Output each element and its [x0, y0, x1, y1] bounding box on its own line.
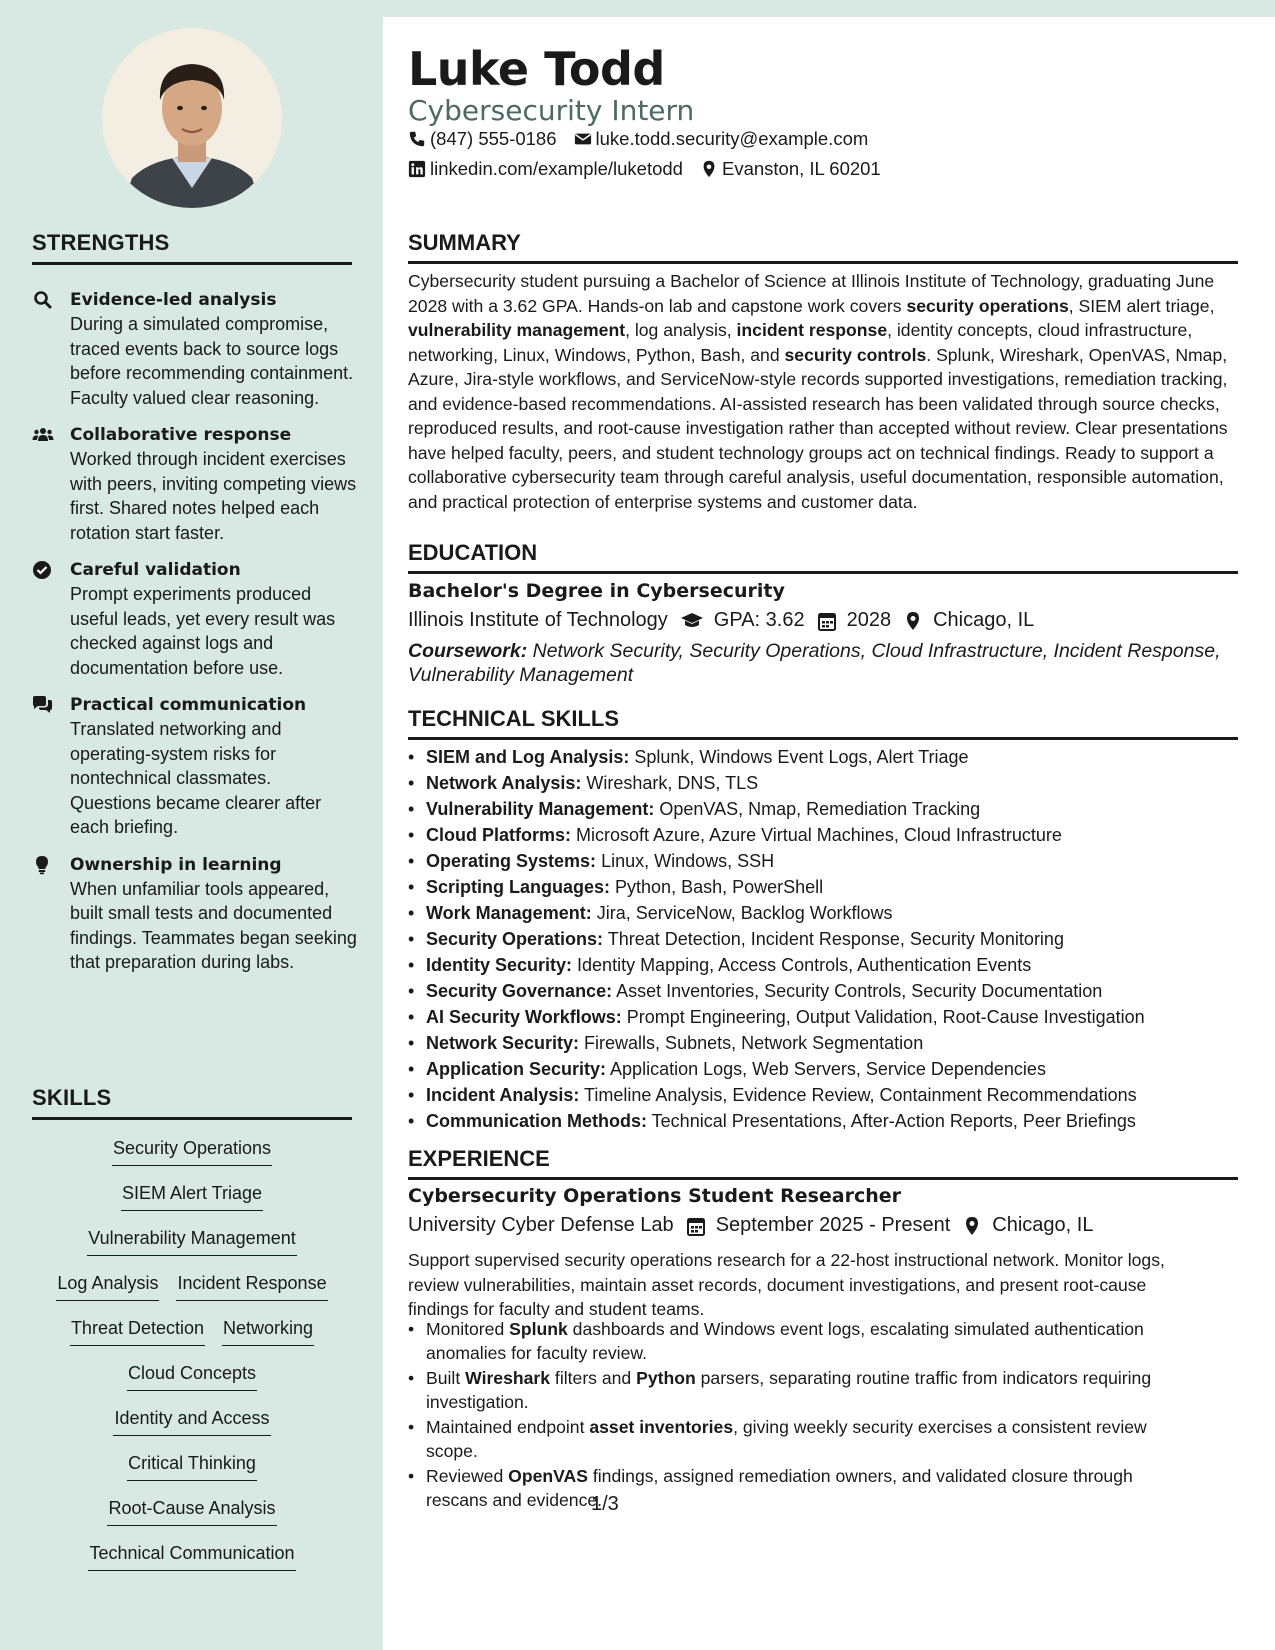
emphasis-text: security operations — [906, 295, 1069, 316]
skill-category: Security Governance: — [426, 981, 613, 1001]
graduation-year: 2028 — [846, 609, 892, 631]
skills-row — [32, 1406, 352, 1451]
strength-title: Evidence-led analysis — [70, 290, 277, 310]
text-run: , identity concepts, cloud infrastructure, networking, Linux, Windows, Python, Bash, and — [408, 320, 1193, 365]
emphasis-text: vulnerability management — [408, 320, 626, 340]
skill-values: Prompt Engineering, Output Validation, Root-Cause Investigation — [621, 1007, 1145, 1027]
avatar-portrait-icon — [102, 28, 282, 208]
coursework — [408, 639, 1248, 687]
education-meta — [408, 609, 1034, 632]
skill-tag: Networking — [222, 1316, 314, 1346]
text-run: Maintained endpoint — [426, 1417, 590, 1437]
strength-text — [70, 558, 357, 680]
text-run: . Splunk, Wireshark, OpenVAS, Nmap, Azure, Jira-style workflows, and ServiceNow-style records supported investigations, remediation tracking, and evidence-based recommendations. AI-assisted research has been validated through source checks, reproduced results, and root-cause investigation rather than accepted without review. Clear presentations have helped faculty, peers, and student technology groups act on technical findings. Ready to support a collaborative cybersecurity team through careful analysis, useful documentation, responsible automation, and practical protection of enterprise systems and customer data. — [408, 344, 1228, 512]
skill-category: Identity Security: — [426, 955, 573, 975]
text-run: filters and — [550, 1368, 637, 1388]
technical-skill-item — [408, 770, 1248, 796]
phone-icon — [408, 130, 426, 148]
technical-skill-item — [408, 1108, 1248, 1134]
skill-category: Scripting Languages: — [426, 877, 611, 897]
technical-skills-heading: TECHNICAL SKILLS — [408, 706, 1238, 740]
skill-values: Wireshark, DNS, TLS — [581, 773, 759, 793]
emphasis-text: Splunk — [509, 1319, 568, 1339]
skill-values: Technical Presentations, After-Action Reports, Peer Briefings — [647, 1111, 1136, 1131]
strength-title: Ownership in learning — [70, 854, 282, 875]
technical-skill-item — [408, 978, 1248, 1004]
skill-category: Vulnerability Management: — [426, 799, 655, 819]
profile-photo — [102, 28, 282, 208]
skill-category: AI Security Workflows: — [426, 1007, 622, 1027]
skills-row — [32, 1271, 352, 1316]
skills-row — [32, 1181, 352, 1226]
skill-tag: Log Analysis — [56, 1271, 159, 1301]
technical-skill-item — [408, 900, 1248, 926]
technical-skill-item — [408, 1082, 1248, 1108]
job-bullets — [408, 1318, 1198, 1514]
strength-title: Careful validation — [70, 560, 241, 580]
text-run: Monitored — [426, 1319, 510, 1339]
coursework-label: Coursework: — [408, 640, 528, 662]
sidebar — [0, 0, 383, 1650]
strength-description: Prompt experiments produced useful leads, yet every result was checked against logs and documentation before use. — [70, 584, 336, 678]
skills-row — [32, 1361, 352, 1406]
calendar-icon — [686, 1216, 706, 1236]
emphasis-text: Wireshark — [465, 1368, 551, 1388]
linkedin-text[interactable]: linkedin.com/example/luketodd — [430, 158, 683, 179]
strength-title: Practical communication — [70, 695, 307, 715]
text-run: Built — [426, 1368, 466, 1388]
page-number: 1/3 — [591, 1493, 619, 1515]
skill-tag: Technical Communication — [88, 1541, 295, 1571]
contact-email[interactable] — [574, 128, 869, 150]
technical-skill-item — [408, 822, 1248, 848]
emphasis-text: Python — [636, 1368, 696, 1388]
education-heading: EDUCATION — [408, 540, 1238, 574]
lightbulb-icon — [32, 853, 70, 975]
skill-values: Splunk, Windows Event Logs, Alert Triage — [629, 747, 969, 767]
school-location: Chicago, IL — [933, 609, 1035, 631]
skill-category: Application Security: — [426, 1059, 607, 1079]
skill-tag: Threat Detection — [70, 1316, 205, 1346]
map-pin-icon — [903, 611, 923, 631]
emphasis-text: incident response — [736, 320, 888, 340]
text-run: Cybersecurity student pursuing a Bachelor of Science at Illinois Institute of Technology, graduating June 2028 with a 3.62 GPA. Hands-on lab and capstone work covers — [408, 271, 1215, 316]
skills-row — [32, 1451, 352, 1496]
strength-title: Collaborative response — [70, 425, 292, 445]
technical-skill-item — [408, 874, 1248, 900]
location-text: Evanston, IL 60201 — [721, 158, 881, 179]
text-run: , SIEM alert triage, — [1068, 295, 1215, 316]
skill-values: Firewalls, Subnets, Network Segmentation — [579, 1033, 924, 1053]
check-circle-icon — [32, 558, 70, 680]
job-title: Cybersecurity Operations Student Researcher — [408, 1185, 902, 1207]
emphasis-text: asset inventories — [589, 1417, 734, 1437]
job-meta — [408, 1214, 1093, 1237]
technical-skills-list — [408, 744, 1248, 1134]
strength-description: During a simulated compromise, traced events back to source logs before recommending containment. Faculty valued clear reasoning. — [70, 314, 354, 408]
contact-row-2 — [408, 158, 898, 180]
skill-category: Communication Methods: — [426, 1111, 647, 1131]
skill-category: Operating Systems: — [426, 851, 597, 871]
technical-skill-item — [408, 1030, 1248, 1056]
skill-category: Incident Analysis: — [426, 1085, 580, 1105]
skills-row — [32, 1496, 352, 1541]
skill-values: Identity Mapping, Access Controls, Authentication Events — [572, 955, 1032, 975]
skills-cloud — [32, 1136, 352, 1586]
experience-bullet — [408, 1416, 1198, 1463]
experience-heading: EXPERIENCE — [408, 1146, 1238, 1180]
skill-values: Jira, ServiceNow, Backlog Workflows — [591, 903, 893, 923]
strength-text — [70, 423, 357, 545]
candidate-name: Luke Todd — [408, 42, 665, 96]
strength-item — [32, 288, 357, 410]
school-name: Illinois Institute of Technology — [408, 609, 668, 631]
text-run: , giving weekly security exercises a consistent review scope. — [426, 1417, 1147, 1461]
contact-linkedin[interactable] — [408, 158, 683, 180]
experience-bullet — [408, 1318, 1198, 1365]
users-icon — [32, 423, 70, 545]
skills-row — [32, 1316, 352, 1361]
map-pin-icon — [962, 1216, 982, 1236]
linkedin-icon — [408, 160, 426, 178]
skill-category: Network Security: — [426, 1033, 580, 1053]
degree-title: Bachelor's Degree in Cybersecurity — [408, 580, 785, 602]
skill-category: SIEM and Log Analysis: — [426, 747, 630, 767]
skill-tag: Root-Cause Analysis — [107, 1496, 276, 1526]
skills-heading: SKILLS — [32, 1085, 352, 1120]
emphasis-text: security controls — [784, 344, 927, 365]
text-run: , log analysis, — [625, 320, 737, 340]
technical-skill-item — [408, 952, 1248, 978]
strength-description: Worked through incident exercises with peers, inviting competing views first. Shared notes helped each rotation start faster. — [70, 449, 357, 543]
strength-item — [32, 558, 357, 680]
candidate-role: Cybersecurity Intern — [408, 94, 695, 127]
technical-skill-item — [408, 1004, 1248, 1030]
skill-values: Asset Inventories, Security Controls, Security Documentation — [612, 981, 1103, 1001]
text-run: findings, assigned remediation owners, and validated closure through rescans and evidence. — [426, 1466, 1133, 1510]
skill-values: Linux, Windows, SSH — [596, 851, 775, 871]
summary-text — [408, 269, 1238, 514]
skill-category: Security Operations: — [426, 929, 604, 949]
skill-values: Microsoft Azure, Azure Virtual Machines, Cloud Infrastructure — [571, 825, 1062, 845]
skill-tag: Critical Thinking — [127, 1451, 257, 1481]
text-run: Reviewed — [426, 1466, 509, 1486]
contact-phone — [408, 128, 557, 150]
strengths-list — [32, 288, 357, 988]
skill-category: Work Management: — [426, 903, 592, 923]
strength-item — [32, 693, 357, 840]
skill-values: Threat Detection, Incident Response, Security Monitoring — [603, 929, 1064, 949]
comments-icon — [32, 693, 70, 840]
strength-text — [70, 853, 357, 975]
strength-text — [70, 288, 357, 410]
experience-bullet — [408, 1367, 1198, 1414]
phone-text: (847) 555-0186 — [430, 128, 557, 149]
coursework-list: Network Security, Security Operations, Cloud Infrastructure, Incident Response, Vulnerability Management — [408, 640, 1221, 686]
skill-tag: Cloud Concepts — [127, 1361, 257, 1391]
main-content — [383, 17, 1275, 1650]
technical-skill-item — [408, 926, 1248, 952]
map-pin-icon — [700, 160, 718, 178]
experience-bullet — [408, 1465, 1198, 1512]
strength-item — [32, 423, 357, 545]
emphasis-text: OpenVAS — [508, 1466, 588, 1486]
skills-row — [32, 1541, 352, 1586]
skill-category: Network Analysis: — [426, 773, 582, 793]
strength-description: Translated networking and operating-system risks for nontechnical classmates. Questions became clearer after each briefing. — [70, 719, 322, 837]
skills-row — [32, 1136, 352, 1181]
strength-text — [70, 693, 357, 840]
technical-skill-item — [408, 848, 1248, 874]
text-run: parsers, separating routine traffic from indicators requiring investigation. — [426, 1368, 1152, 1412]
contact-location — [700, 158, 881, 180]
technical-skill-item — [408, 744, 1248, 770]
job-description: Support supervised security operations research for a 22-host instructional network. Monitor logs, review vulnerabilities, maintain asset records, document investigations, and present root-cause findings for faculty and student teams. — [408, 1250, 1165, 1319]
graduation-cap-icon — [680, 611, 704, 631]
technical-skill-item — [408, 1056, 1248, 1082]
skills-row — [32, 1226, 352, 1271]
strength-item — [32, 853, 357, 975]
skill-tag: Vulnerability Management — [87, 1226, 296, 1256]
job-dates: September 2025 - Present — [715, 1214, 951, 1236]
skill-tag: Security Operations — [112, 1136, 272, 1166]
technical-skill-item — [408, 796, 1248, 822]
gpa-text: GPA: 3.62 — [713, 609, 805, 631]
calendar-icon — [817, 611, 837, 631]
skill-category: Cloud Platforms: — [426, 825, 572, 845]
text-run: dashboards and Windows event logs, escalating simulated authentication anomalies for faculty review. — [426, 1319, 1144, 1363]
summary-heading: SUMMARY — [408, 230, 1238, 264]
strength-description: When unfamiliar tools appeared, built small tests and documented findings. Teammates began seeking that preparation during labs. — [70, 878, 357, 972]
email-text[interactable]: luke.todd.security@example.com — [595, 128, 869, 149]
strengths-heading: STRENGTHS — [32, 230, 352, 265]
envelope-icon — [574, 130, 592, 148]
contact-row-1 — [408, 128, 885, 150]
organization-name: University Cyber Defense Lab — [408, 1214, 674, 1236]
job-location: Chicago, IL — [992, 1214, 1094, 1236]
skill-tag: Incident Response — [176, 1271, 327, 1301]
skill-values: Python, Bash, PowerShell — [610, 877, 824, 897]
skill-values: Application Logs, Web Servers, Service Dependencies — [606, 1059, 1046, 1079]
skill-tag: SIEM Alert Triage — [121, 1181, 263, 1211]
skill-values: Timeline Analysis, Evidence Review, Containment Recommendations — [579, 1085, 1137, 1105]
search-icon — [32, 288, 70, 410]
skill-tag: Identity and Access — [113, 1406, 270, 1436]
skill-values: OpenVAS, Nmap, Remediation Tracking — [654, 799, 981, 819]
